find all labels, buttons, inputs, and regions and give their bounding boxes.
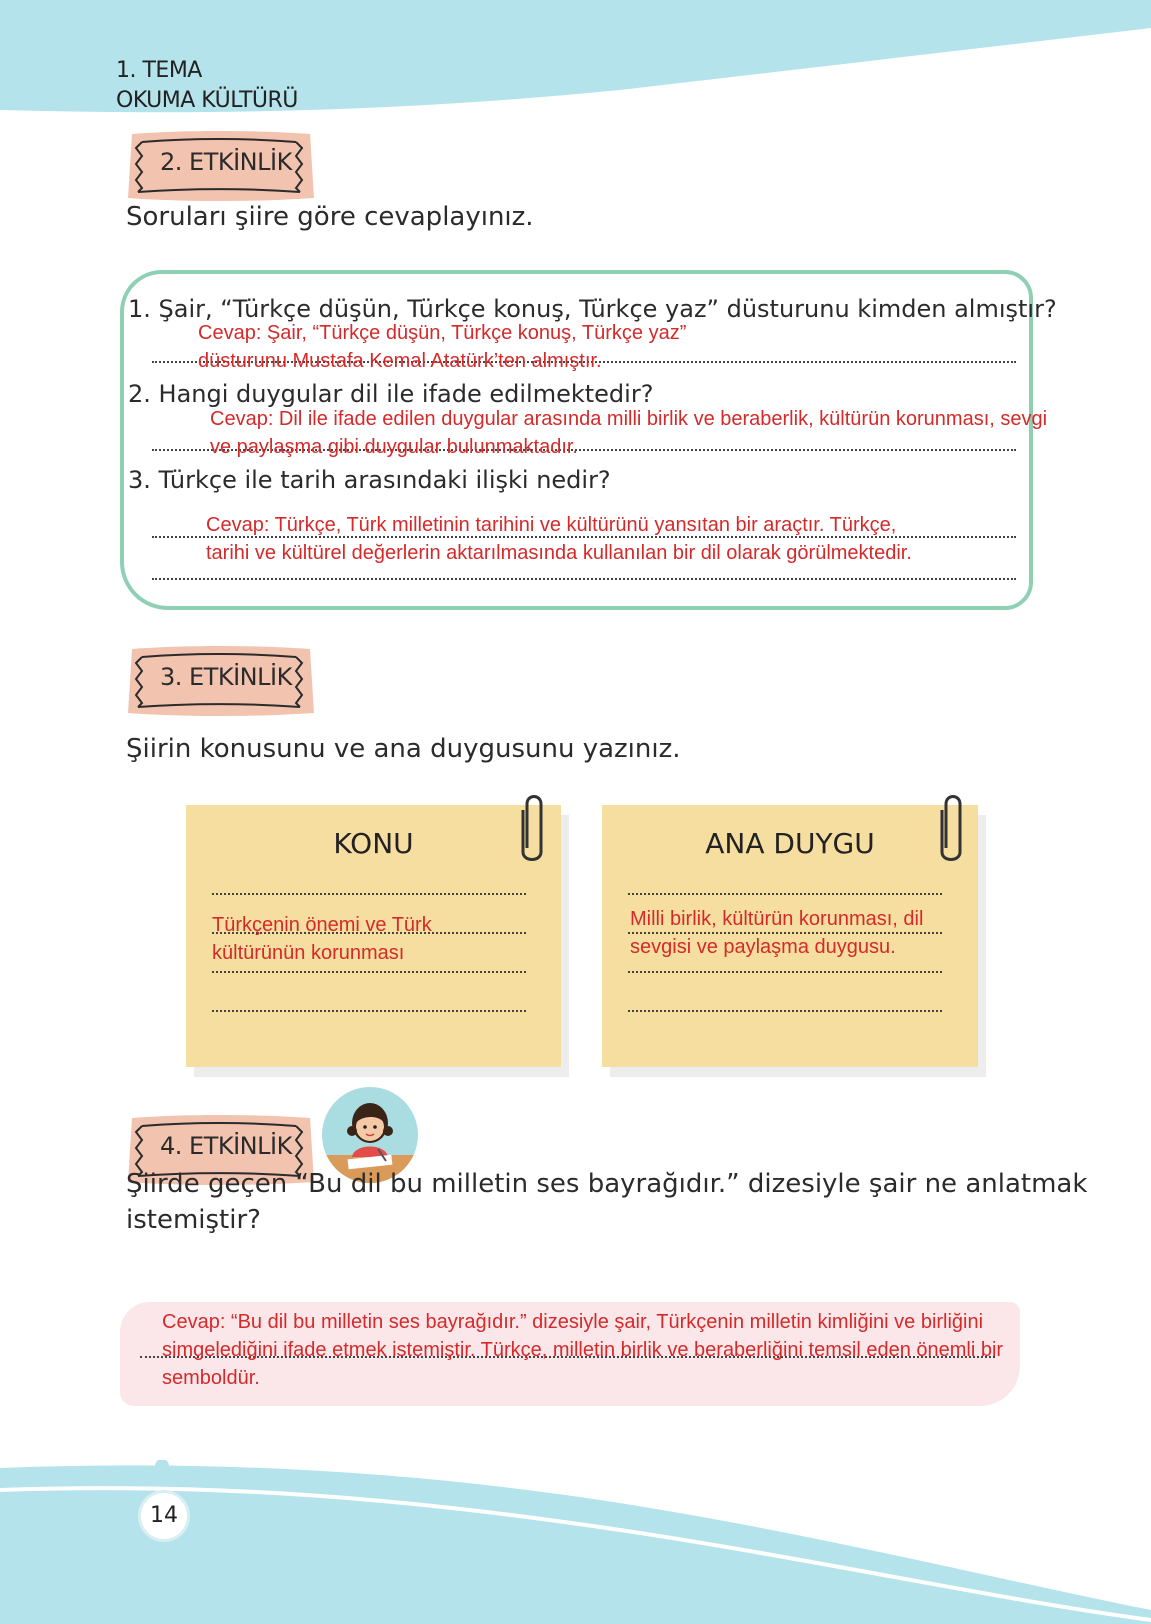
answer-3-line-2: tarihi ve kültürel değerlerin aktarılmasında kullanılan bir dil olarak görülmektedir. — [206, 542, 912, 564]
konu-dotted-line-4 — [212, 1010, 526, 1012]
theme-header — [116, 56, 298, 116]
activity-2-instruction: Soruları şiire göre cevaplayınız. — [126, 202, 534, 232]
activity-4-question-line-2: istemiştir? — [126, 1205, 261, 1235]
ana-duygu-note — [602, 805, 978, 1067]
activity-3-label: 3. ETKİNLİK — [160, 663, 292, 691]
page-number: 14 — [138, 1490, 190, 1542]
activity-2-label: 2. ETKİNLİK — [160, 148, 292, 176]
konu-title: KONU — [333, 827, 414, 860]
answer-3-dotted-line-2 — [152, 578, 1016, 580]
theme-number: 1. TEMA — [116, 58, 202, 83]
konu-dotted-line-1 — [212, 893, 526, 895]
activity-4-answer-line-3: semboldür. — [162, 1367, 260, 1389]
ana-duygu-dotted-line-1 — [628, 893, 942, 895]
activity-4-answer-line-1: Cevap: “Bu dil bu milletin ses bayrağıdır.” dizesiyle şair, Türkçenin milletin kimliğini ve birliğini — [162, 1311, 984, 1333]
answer-3-line-1: Cevap: Türkçe, Türk milletinin tarihini ve kültürünü yansıtan bir araçtır. Türkçe, — [206, 514, 897, 536]
answer-1-line-1: Cevap: Şair, “Türkçe düşün, Türkçe konuş, Türkçe yaz” — [198, 322, 687, 344]
konu-note — [186, 805, 561, 1067]
activity-4-answer-line-2: simgelediğini ifade etmek istemiştir. Türkçe, milletin birlik ve beraberliğini temsil eden önemli bir — [162, 1339, 1004, 1361]
ana-duygu-answer-line-2: sevgisi ve paylaşma duygusu. — [630, 936, 896, 958]
ana-duygu-answer-line-1: Milli birlik, kültürün korunması, dil — [630, 908, 924, 930]
theme-title: OKUMA KÜLTÜRÜ — [116, 88, 298, 113]
ana-duygu-title: ANA DUYGU — [705, 827, 875, 860]
activity-3-badge — [124, 643, 318, 719]
konu-answer-line-1: Türkçenin önemi ve Türk — [212, 914, 432, 936]
paperclip-icon — [519, 790, 547, 862]
question-2: 2. Hangi duygular dil ile ifade edilmektedir? — [128, 380, 654, 408]
paperclip-icon — [938, 790, 966, 862]
answer-1-line-2: düsturunu Mustafa Kemal Atatürk’ten almıştır. — [198, 350, 602, 372]
activity-4-answer — [162, 1308, 1003, 1392]
konu-answer-line-2: kültürünün korunması — [212, 942, 405, 964]
activity-4-label: 4. ETKİNLİK — [160, 1132, 292, 1160]
activity-4-question — [126, 1166, 1087, 1238]
question-1: 1. Şair, “Türkçe düşün, Türkçe konuş, Türkçe yaz” düsturunu kimden almıştır? — [128, 295, 1057, 323]
activity-2-badge — [124, 128, 318, 204]
konu-dotted-line-3 — [212, 971, 526, 973]
ana-duygu-dotted-line-3 — [628, 971, 942, 973]
bottom-wave-decoration — [0, 1460, 1151, 1624]
activity-4-question-line-1: Şiirde geçen “Bu dil bu milletin ses bayrağıdır.” dizesiyle şair ne anlatmak — [126, 1169, 1088, 1199]
activity-3-instruction: Şiirin konusunu ve ana duygusunu yazınız. — [126, 734, 681, 764]
answer-2-line-1: Cevap: Dil ile ifade edilen duygular arasında milli birlik ve beraberlik, kültürün korunması, sevgi — [210, 408, 1048, 430]
answer-2-line-2: ve paylaşma gibi duygular bulunmaktadır. — [210, 436, 578, 458]
ana-duygu-dotted-line-4 — [628, 1010, 942, 1012]
question-3: 3. Türkçe ile tarih arasındaki ilişki nedir? — [128, 466, 611, 494]
